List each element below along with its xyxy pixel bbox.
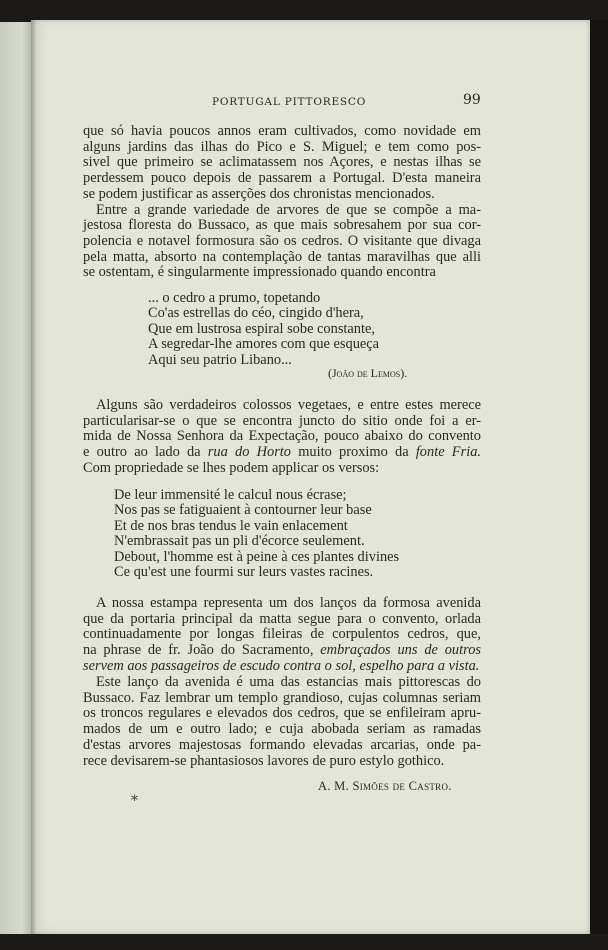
text-line: mados de um e outro lado; e cuja abobada seriam as ramadas bbox=[83, 721, 481, 738]
text-run: e outro ao lado da bbox=[83, 444, 208, 461]
text-line: Alguns são verdadeiros colossos vegetaes, e entre estes merece bbox=[96, 397, 481, 413]
verse-line: De leur immensité le calcul nous écrase; bbox=[114, 487, 347, 503]
text-line: que da portaria principal da matta segue para o convento, orlada bbox=[83, 610, 481, 627]
text-line: jestosa floresta do Bussaco, as que mais sobresahem por sua cor- bbox=[83, 217, 481, 234]
verse-quote-portuguese bbox=[148, 291, 379, 368]
page-number: 99 bbox=[463, 92, 481, 108]
text-line: alguns jardins das ilhas do Pico e S. Miguel; e tem como pos- bbox=[83, 138, 481, 155]
verse-line: A segredar-lhe amores com que esqueça bbox=[148, 336, 380, 353]
paragraph-5 bbox=[83, 675, 481, 769]
paragraph-1 bbox=[83, 124, 481, 203]
verse-line: N'embrassait pas un pli d'écorce seulement. bbox=[114, 533, 365, 550]
background-edge bbox=[590, 20, 608, 934]
text-line: sivel que primeiro se aclimatassem nos Açores, e nestas ilhas se bbox=[83, 154, 481, 171]
text-run: na phrase de fr. João do Sacramento, bbox=[83, 642, 321, 659]
paragraph-2 bbox=[83, 203, 481, 282]
italic-place-name: fonte Fria. bbox=[415, 444, 481, 461]
page-header bbox=[31, 92, 591, 112]
page-gutter-shadow bbox=[31, 20, 37, 934]
verse-line: Nos pas se fatiguaient à contourner leur base bbox=[114, 502, 372, 519]
verse-line: Que em lustrosa espiral sobe constante, bbox=[148, 320, 375, 337]
verse-line: Co'as estrellas do céo, cingido d'hera, bbox=[148, 305, 364, 322]
text-line: perdessem pouco depois de passarem a Portugal. D'esta maneira bbox=[83, 170, 481, 187]
verse-line: Debout, l'homme est à peine à ces plantes divines bbox=[114, 548, 400, 565]
text-line: particularisar-se o que se encontra juncto do sitio onde foi a er- bbox=[83, 412, 481, 429]
text-line bbox=[83, 659, 481, 675]
text-line: Entre a grande variedade de arvores de que se compõe a ma- bbox=[96, 201, 481, 218]
text-line: mida de Nossa Senhora da Expectação, pouco abaixo do convento bbox=[83, 428, 481, 445]
text-line bbox=[83, 445, 481, 461]
text-line: pela matta, absorto na contemplação de tantas maravilhas que alli bbox=[83, 248, 481, 265]
book-page bbox=[31, 20, 591, 934]
author-signature: A. M. Simões de Castro. bbox=[318, 779, 452, 793]
verse-line: Et de nos bras tendus le vain enlacement bbox=[114, 517, 348, 534]
text-line: A nossa estampa representa um dos lanços da formosa avenida bbox=[96, 595, 481, 611]
verse-line: Ce qu'est une fourmi sur leurs vastes racines. bbox=[114, 564, 374, 581]
verse-line: Aqui seu patrio Libano... bbox=[148, 351, 292, 368]
text-line: Com propriedade se lhes podem applicar os versos: bbox=[83, 459, 380, 476]
text-line: os troncos regulares e elevados dos cedros, que se enfileiram apru- bbox=[83, 705, 481, 722]
text-line: se podem justificar as asserções dos chronistas mencionados. bbox=[83, 185, 435, 202]
text-line: Bussaco. Faz lembrar um templo grandioso, cujas columnas seriam bbox=[83, 689, 481, 706]
verse-quote-french bbox=[114, 488, 399, 580]
ornament-asterisk: * bbox=[131, 793, 138, 809]
text-line: polencia e notavel formosura são os cedros. O visitante que divaga bbox=[83, 232, 481, 249]
italic-quotation: servem aos passageiros de escudo contra o sol, espelho para a vista. bbox=[83, 657, 480, 674]
running-title: PORTUGAL PITTORESCO bbox=[212, 96, 367, 108]
text-line bbox=[83, 643, 481, 659]
paragraph-4 bbox=[83, 596, 481, 675]
verse-line: ... o cedro a prumo, topetando bbox=[148, 290, 321, 306]
text-line: que só havia poucos annos eram cultivados, como novidade em bbox=[83, 123, 481, 139]
text-line: continuadamente por longas fileiras de corpulentos cedros, que, bbox=[83, 626, 481, 643]
text-run: muito proximo da bbox=[291, 444, 416, 461]
paragraph-3 bbox=[83, 398, 481, 477]
text-line: se ostentam, é singularmente impressionado quando encontra bbox=[83, 264, 436, 281]
text-line: rece devisarem-se phantasiosos lavores de puro estylo gothico. bbox=[83, 752, 445, 769]
text-line: d'estas arvores majestosas formando elevadas arcarias, onde pa- bbox=[83, 736, 481, 753]
italic-quotation: embraçados uns de outros bbox=[320, 642, 481, 659]
facing-page-edge bbox=[0, 22, 31, 934]
verse-attribution: (João de Lemos). bbox=[328, 366, 408, 380]
text-line: Este lanço da avenida é uma das estancias mais pittorescas do bbox=[96, 674, 481, 690]
italic-place-name: rua do Horto bbox=[207, 444, 291, 461]
